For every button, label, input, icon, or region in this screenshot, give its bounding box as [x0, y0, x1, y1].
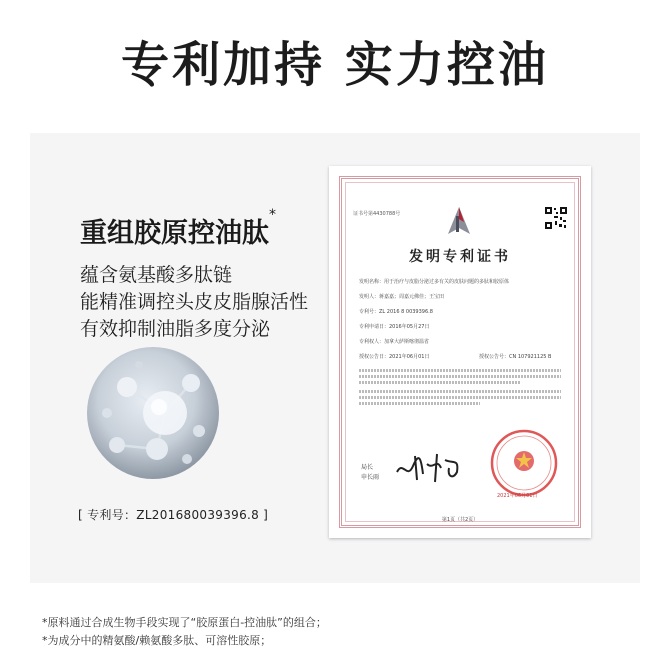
- certificate-footer: 第1页（共2页）: [441, 517, 479, 523]
- footnote-2: *为成分中的精氨酸/赖氨酸多肽、可溶性胶原；: [42, 634, 272, 647]
- cnipa-emblem-icon: [442, 204, 476, 238]
- ingredient-title-text: 重组胶原控油肽: [80, 218, 269, 249]
- signature-name: 申长雨: [361, 474, 380, 481]
- ingredient-desc-line-3: 有效抑制油脂多度分泌: [80, 318, 271, 340]
- ingredient-title: [80, 207, 276, 250]
- certificate-id: 证书号第4430788号: [353, 211, 401, 217]
- certificate-field-6: 授权公告日：2021年06月01日: [359, 354, 430, 360]
- certificate-field-5: 专利权人：加拿大萨斯喀彻温省: [359, 339, 430, 345]
- page-headline: 专利加持 实力控油: [121, 37, 549, 93]
- certificate-body-text: [359, 366, 561, 408]
- ingredient-desc-line-1: 蕴含氨基酸多肽链: [80, 264, 233, 286]
- certificate-title: 发明专利证书: [409, 249, 511, 265]
- signature-title: 局长: [361, 464, 374, 471]
- molecule-image: [87, 347, 219, 479]
- feature-card: [30, 133, 640, 583]
- certificate-field-4: 专利申请日：2016年05月27日: [359, 324, 430, 330]
- seal-date: 2021年06月01日: [497, 493, 538, 499]
- footnote-1: *原料通过合成生物手段实现了“胶原蛋白-控油肽”的组合；: [42, 616, 327, 629]
- ingredient-title-mark: *: [269, 207, 276, 223]
- certificate-field-2: 发明人：蒋嘉嘉；周嘉元佛佳；王宝田: [359, 294, 445, 300]
- qr-code-icon: [544, 206, 568, 230]
- certificate-field-1: 发明名称：用于治疗与皮脂分泌过多有关的皮肤问题的多肽和胶原体: [359, 279, 510, 285]
- handwritten-signature: [393, 450, 463, 486]
- certificate-field-3: 专利号：ZL 2016 8 0039396.8: [359, 309, 433, 315]
- certificate-field-7: 授权公告号：CN 107921125 B: [479, 354, 552, 360]
- patent-number: [ 专利号：ZL201680039396.8 ]: [78, 508, 269, 522]
- patent-certificate-image: [329, 166, 591, 538]
- ingredient-desc-line-2: 能精准调控头皮皮脂腺活性: [80, 291, 309, 313]
- official-seal-icon: [489, 428, 559, 498]
